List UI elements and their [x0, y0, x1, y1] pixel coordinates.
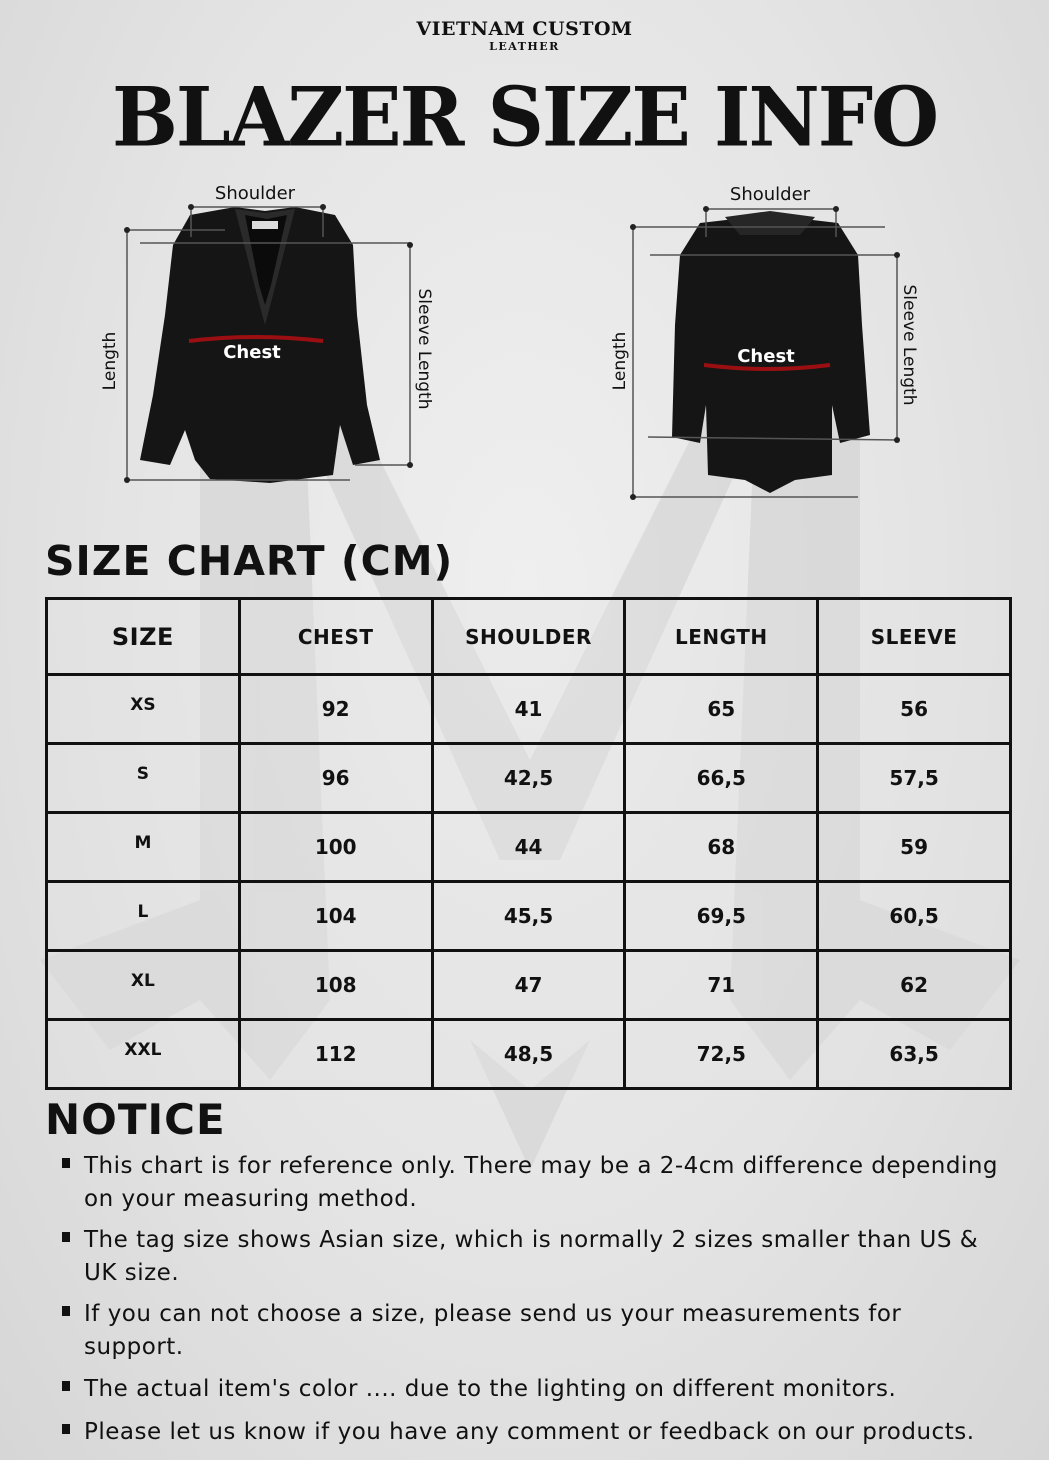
length-cell: 71 — [625, 951, 818, 1020]
header-size: SIZE — [47, 599, 240, 675]
back-shoulder-label: Shoulder — [729, 184, 811, 205]
header-shoulder: SHOULDER — [432, 599, 625, 675]
shoulder-cell: 41 — [432, 675, 625, 744]
brand-subtitle: LEATHER — [489, 40, 560, 53]
chest-cell: 100 — [239, 813, 432, 882]
back-sleeve-length-label: Sleeve Length — [899, 284, 919, 406]
table-row — [47, 813, 1011, 882]
notice-list — [62, 1150, 1007, 1449]
size-cell: XXL — [47, 1020, 240, 1089]
brand-name: VIETNAM CUSTOM — [416, 18, 633, 40]
notice-text: Please let us know if you have any comment or feedback on our products. — [84, 1419, 975, 1445]
shoulder-cell: 44 — [432, 813, 625, 882]
length-cell: 65 — [625, 675, 818, 744]
length-cell: 69,5 — [625, 882, 818, 951]
notice-heading: NOTICE — [45, 1095, 226, 1144]
list-item — [62, 1416, 1007, 1449]
front-sleeve-length-label: Sleeve Length — [414, 288, 434, 410]
list-item — [62, 1373, 1007, 1406]
notice-text: The tag size shows Asian size, which is normally 2 sizes smaller than US & UK size. — [84, 1227, 979, 1286]
length-cell: 66,5 — [625, 744, 818, 813]
square-bullet-icon — [62, 1158, 70, 1168]
square-bullet-icon — [62, 1381, 70, 1391]
chest-cell: 104 — [239, 882, 432, 951]
square-bullet-icon — [62, 1306, 70, 1316]
table-row — [47, 744, 1011, 813]
chest-cell: 92 — [239, 675, 432, 744]
back-chest-label: Chest — [737, 346, 795, 367]
front-jacket-diagram — [95, 175, 445, 495]
back-length-label: Length — [610, 331, 630, 391]
header-sleeve: SLEEVE — [818, 599, 1011, 675]
size-cell: XL — [47, 951, 240, 1020]
size-cell: S — [47, 744, 240, 813]
header-length: LENGTH — [625, 599, 818, 675]
list-item — [62, 1298, 1007, 1364]
front-chest-label: Chest — [223, 342, 281, 363]
chest-cell: 96 — [239, 744, 432, 813]
header-chest: CHEST — [239, 599, 432, 675]
table-row — [47, 951, 1011, 1020]
table-row — [47, 675, 1011, 744]
notice-text: This chart is for reference only. There may be a 2-4cm difference depending on your measuring method. — [84, 1153, 999, 1212]
square-bullet-icon — [62, 1232, 70, 1242]
list-item — [62, 1150, 1007, 1216]
notice-text: If you can not choose a size, please send us your measurements for support. — [84, 1301, 902, 1360]
length-cell: 68 — [625, 813, 818, 882]
front-shoulder-label: Shoulder — [214, 183, 296, 204]
sleeve-cell: 59 — [818, 813, 1011, 882]
notice-text: The actual item's color .... due to the lighting on different monitors. — [84, 1376, 897, 1402]
length-cell: 72,5 — [625, 1020, 818, 1089]
table-header-row — [47, 599, 1011, 675]
sleeve-cell: 63,5 — [818, 1020, 1011, 1089]
back-jacket-diagram — [600, 175, 940, 510]
list-item — [62, 1224, 1007, 1290]
size-cell: L — [47, 882, 240, 951]
front-length-label: Length — [100, 331, 120, 391]
table-row — [47, 1020, 1011, 1089]
sleeve-cell: 57,5 — [818, 744, 1011, 813]
chest-cell: 108 — [239, 951, 432, 1020]
shoulder-cell: 47 — [432, 951, 625, 1020]
size-cell: XS — [47, 675, 240, 744]
shoulder-cell: 45,5 — [432, 882, 625, 951]
sleeve-cell: 56 — [818, 675, 1011, 744]
shoulder-cell: 42,5 — [432, 744, 625, 813]
size-cell: M — [47, 813, 240, 882]
table-row — [47, 882, 1011, 951]
sleeve-cell: 60,5 — [818, 882, 1011, 951]
brand-logo — [0, 18, 1049, 54]
square-bullet-icon — [62, 1424, 70, 1434]
size-chart-table — [45, 597, 1012, 1090]
page-title: BLAZER SIZE INFO — [111, 69, 938, 166]
sleeve-cell: 62 — [818, 951, 1011, 1020]
size-chart-heading: SIZE CHART (CM) — [45, 537, 454, 585]
chest-cell: 112 — [239, 1020, 432, 1089]
shoulder-cell: 48,5 — [432, 1020, 625, 1089]
